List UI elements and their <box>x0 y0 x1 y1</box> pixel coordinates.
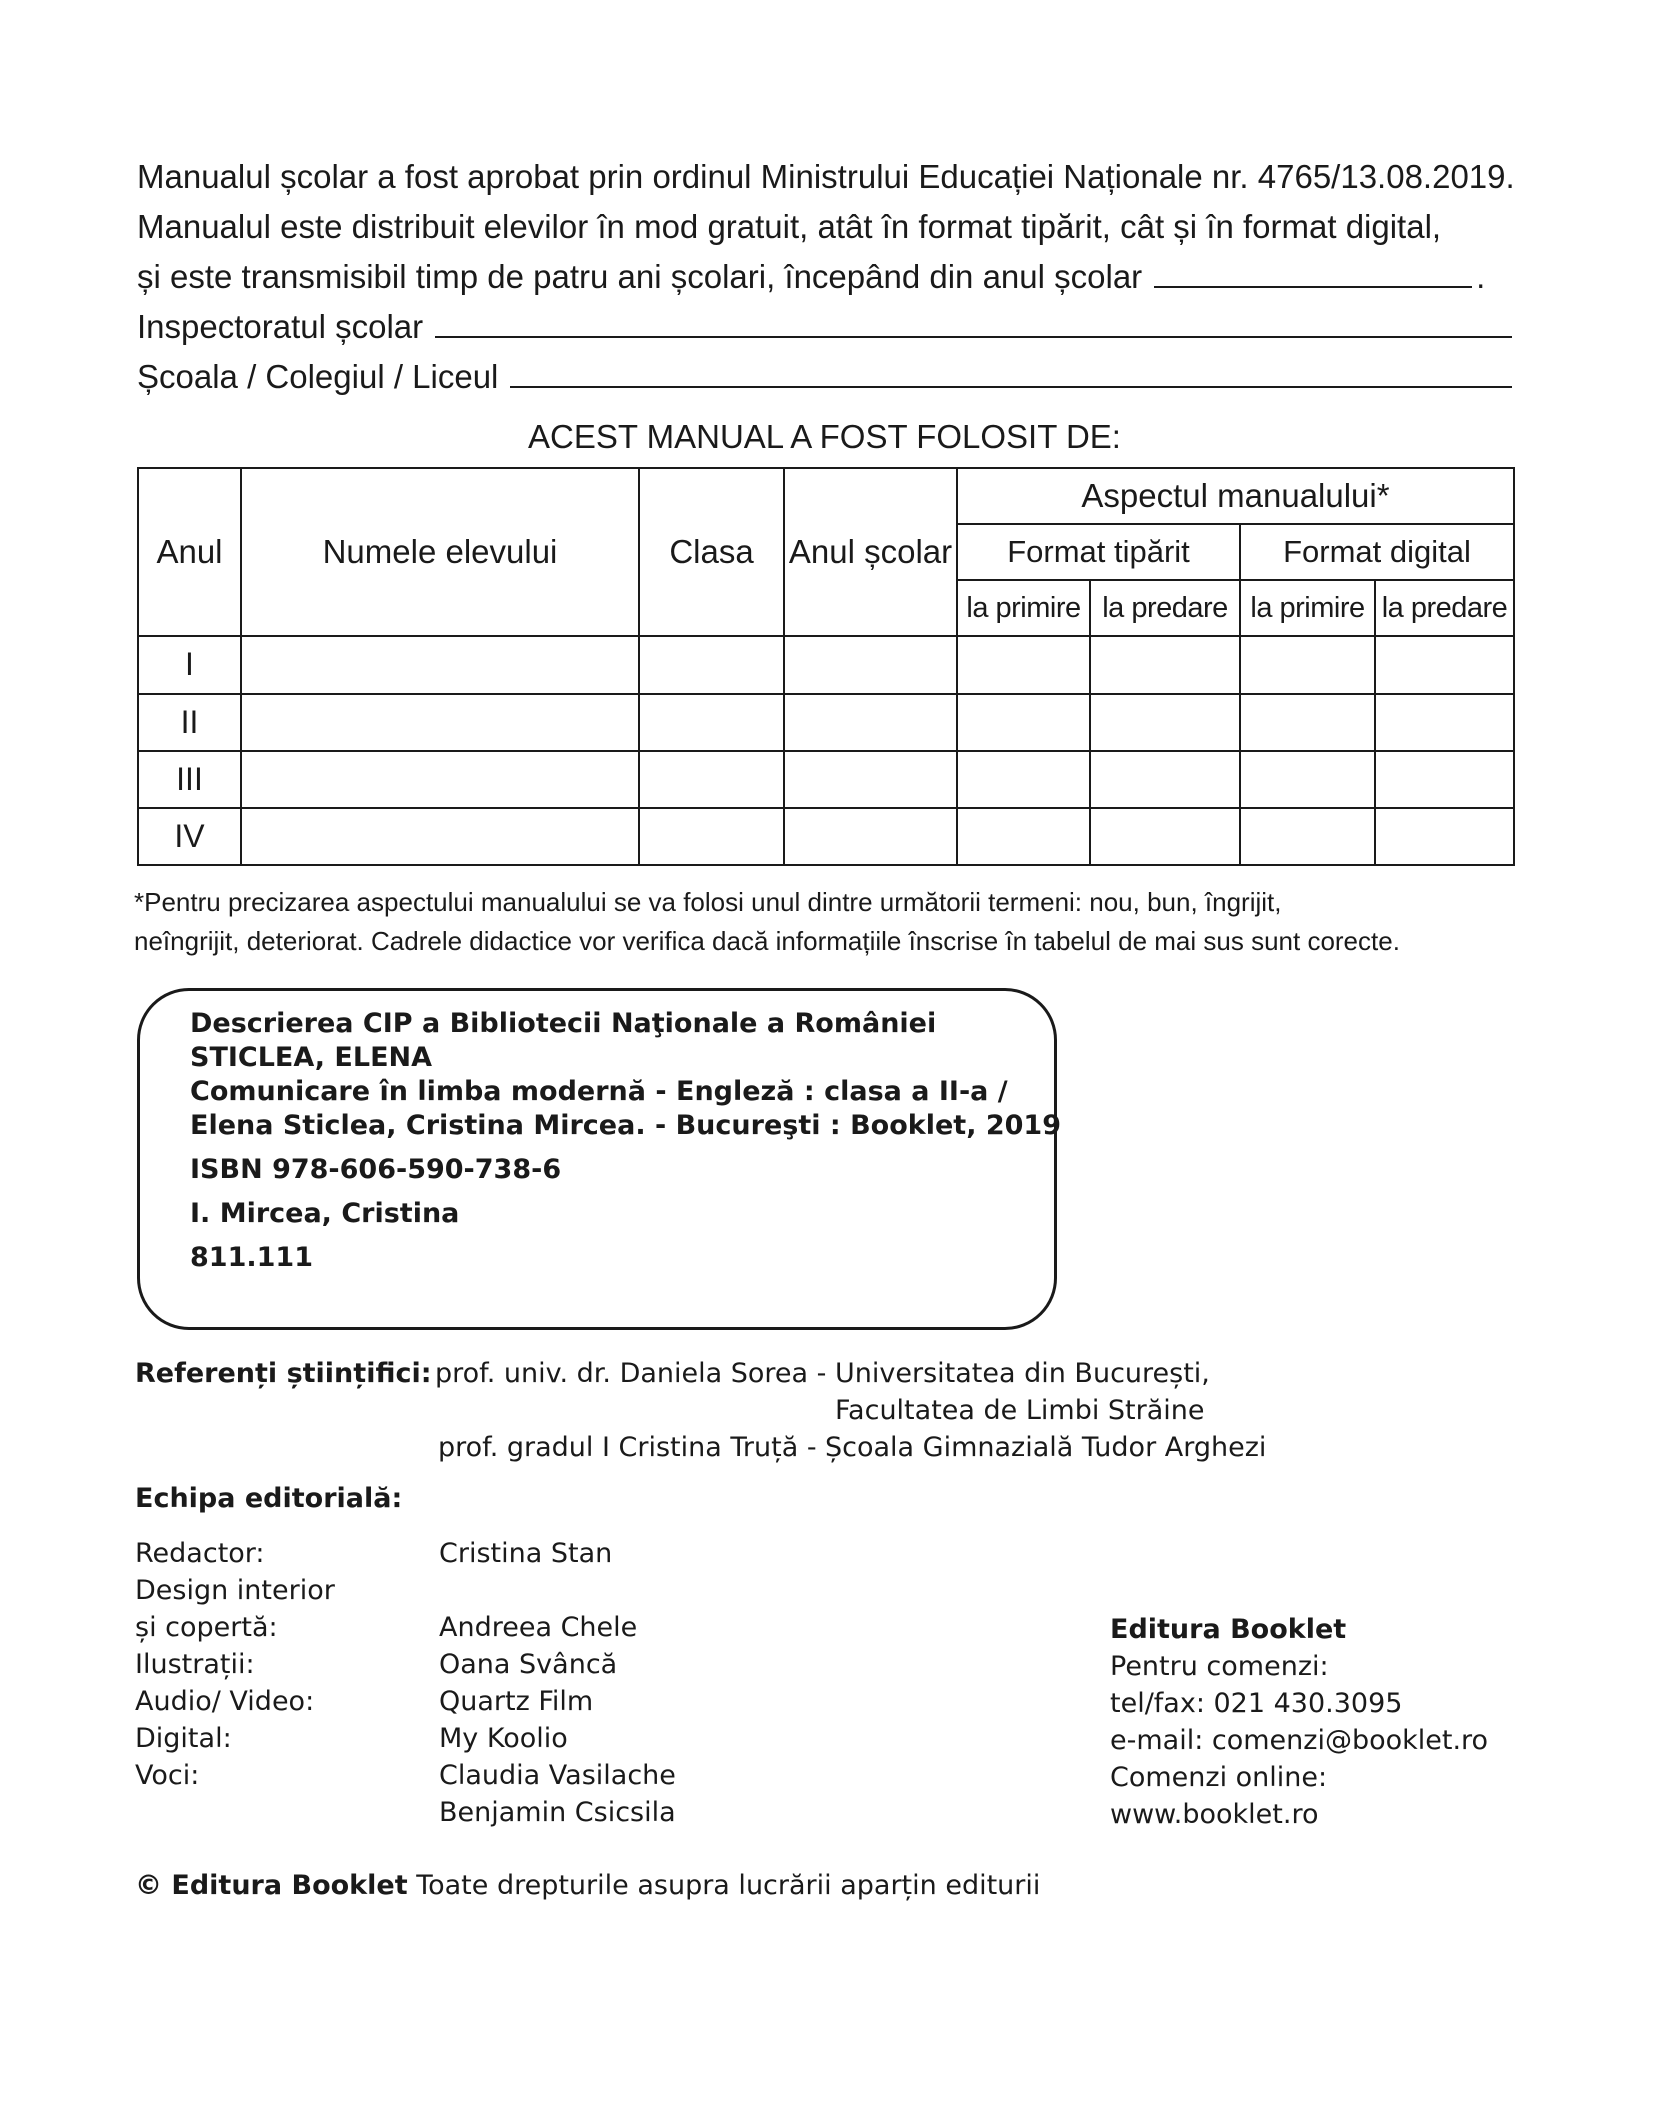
list-item <box>135 1535 835 1572</box>
editorial-team <box>135 1535 835 1831</box>
period: . <box>1476 258 1486 295</box>
editorial-team-title: Echipa editorială: <box>135 1483 403 1514</box>
online-orders-label: Comenzi online: <box>1110 1762 1328 1793</box>
referees-label: Referenți științifici: <box>135 1358 432 1389</box>
footnote-line: *Pentru precizarea aspectului manualului se va folosi unul dintre următorii termeni: nou, bun, îngrijit, <box>134 887 1282 917</box>
team-member: Benjamin Csicsila <box>439 1797 676 1828</box>
team-member: Cristina Stan <box>439 1538 613 1569</box>
header-digital-la-predare: la predare <box>1375 580 1514 636</box>
table-row <box>138 636 1514 693</box>
list-item <box>135 1683 835 1720</box>
printed-received-cell[interactable] <box>957 808 1090 865</box>
team-member: Andreea Chele <box>439 1612 638 1643</box>
class-cell[interactable] <box>639 808 784 865</box>
row-year: II <box>138 694 241 751</box>
team-member: Claudia Vasilache <box>439 1760 676 1791</box>
referee-faculty: Facultatea de Limbi Străine <box>835 1395 1205 1426</box>
header-digital-la-primire: la primire <box>1240 580 1375 636</box>
cip-publication: Elena Sticlea, Cristina Mircea. - Bucureşti : Booklet, 2019 <box>190 1110 1062 1141</box>
copyright-notice <box>135 1870 1040 1901</box>
header-format-digital: Format digital <box>1240 524 1514 580</box>
list-item <box>135 1720 835 1757</box>
school-label: Școala / Colegiul / Liceul <box>137 358 499 395</box>
header-tiparit-la-predare: la predare <box>1090 580 1240 636</box>
digital-received-cell[interactable] <box>1240 694 1375 751</box>
team-role: Audio/ Video: <box>135 1686 315 1717</box>
row-year: III <box>138 751 241 808</box>
student-name-cell[interactable] <box>241 751 639 808</box>
list-item <box>135 1794 835 1831</box>
team-role: Redactor: <box>135 1538 265 1569</box>
list-item <box>135 1646 835 1683</box>
copyright-holder: © Editura Booklet <box>135 1870 408 1901</box>
digital-received-cell[interactable] <box>1240 808 1375 865</box>
student-name-cell[interactable] <box>241 808 639 865</box>
printed-returned-cell[interactable] <box>1090 751 1240 808</box>
digital-returned-cell[interactable] <box>1375 808 1514 865</box>
header-format-tiparit: Format tipărit <box>957 524 1240 580</box>
digital-returned-cell[interactable] <box>1375 694 1514 751</box>
row-year: IV <box>138 808 241 865</box>
cip-author: STICLEA, ELENA <box>190 1042 433 1073</box>
scientific-referees <box>135 1355 1535 1466</box>
header-numele-elevului: Numele elevului <box>241 468 639 636</box>
printed-returned-cell[interactable] <box>1090 694 1240 751</box>
publisher-website-link[interactable]: www.booklet.ro <box>1110 1799 1319 1830</box>
digital-received-cell[interactable] <box>1240 751 1375 808</box>
printed-returned-cell[interactable] <box>1090 808 1240 865</box>
printed-received-cell[interactable] <box>957 636 1090 693</box>
cip-classification: 811.111 <box>190 1242 313 1273</box>
school-year-cell[interactable] <box>784 808 957 865</box>
student-name-cell[interactable] <box>241 636 639 693</box>
referee-name: prof. gradul I Cristina Truță - <box>438 1432 817 1463</box>
school-year-cell[interactable] <box>784 751 957 808</box>
school-line <box>137 352 1512 402</box>
approval-notice <box>137 152 1515 402</box>
printed-received-cell[interactable] <box>957 694 1090 751</box>
team-member: Oana Svâncă <box>439 1649 618 1680</box>
row-year: I <box>138 636 241 693</box>
footnote-line: neîngrijit, deteriorat. Cadrele didactice vor verifica dacă informațiile înscrise în tabelul de mai sus sunt corecte. <box>134 926 1400 956</box>
referee-institution: Universitatea din București, <box>835 1358 1210 1389</box>
school-blank[interactable] <box>510 358 1512 388</box>
team-member: My Koolio <box>439 1723 568 1754</box>
class-cell[interactable] <box>639 694 784 751</box>
student-name-cell[interactable] <box>241 694 639 751</box>
digital-returned-cell[interactable] <box>1375 751 1514 808</box>
printed-received-cell[interactable] <box>957 751 1090 808</box>
usage-table <box>137 467 1515 866</box>
cip-description-box <box>137 988 1062 1330</box>
team-role: și copertă: <box>135 1612 278 1643</box>
team-role: Digital: <box>135 1723 232 1754</box>
copyright-text: Toate drepturile asupra lucrării aparțin editurii <box>416 1870 1041 1901</box>
table-row <box>138 694 1514 751</box>
publisher-email[interactable]: e-mail: comenzi@booklet.ro <box>1110 1725 1489 1756</box>
transferability-line <box>137 252 1512 302</box>
printed-returned-cell[interactable] <box>1090 636 1240 693</box>
cip-isbn: ISBN 978-606-590-738-6 <box>190 1154 562 1185</box>
distribution-line: Manualul este distribuit elevilor în mod gratuit, atât în format tipărit, cât și în format digital, <box>137 208 1442 245</box>
publisher-phone: tel/fax: 021 430.3095 <box>1110 1688 1403 1719</box>
school-year-cell[interactable] <box>784 694 957 751</box>
cip-coauthor: I. Mircea, Cristina <box>190 1198 460 1229</box>
team-role: Voci: <box>135 1760 200 1791</box>
list-item <box>135 1572 835 1609</box>
team-member: Quartz Film <box>439 1686 594 1717</box>
table-row <box>138 751 1514 808</box>
cip-title: Comunicare în limba modernă - Engleză : clasa a II-a / <box>190 1076 1008 1107</box>
publisher-contact <box>1110 1611 1488 1833</box>
header-anul-scolar: Anul școlar <box>784 468 957 636</box>
inspectorat-blank[interactable] <box>435 308 1512 338</box>
referee-name: prof. univ. dr. Daniela Sorea - <box>435 1358 827 1389</box>
header-anul: Anul <box>138 468 241 636</box>
digital-received-cell[interactable] <box>1240 636 1375 693</box>
table-row <box>138 808 1514 865</box>
header-aspectul-manualului: Aspectul manualului* <box>957 468 1514 524</box>
cip-heading: Descrierea CIP a Bibliotecii Naţionale a României <box>190 1008 937 1039</box>
inspectorat-line <box>137 302 1512 352</box>
digital-returned-cell[interactable] <box>1375 636 1514 693</box>
inspectorat-label: Inspectoratul școlar <box>137 308 424 345</box>
table-footnote <box>134 883 1524 961</box>
orders-label: Pentru comenzi: <box>1110 1651 1329 1682</box>
team-role: Ilustrații: <box>135 1649 255 1680</box>
list-item <box>135 1757 835 1794</box>
list-item <box>135 1609 835 1646</box>
school-year-cell[interactable] <box>784 636 957 693</box>
class-cell[interactable] <box>639 751 784 808</box>
school-year-blank[interactable] <box>1154 258 1472 288</box>
header-tiparit-la-primire: la primire <box>957 580 1090 636</box>
referee-institution: Școala Gimnazială Tudor Arghezi <box>825 1432 1267 1463</box>
transferability-text: și este transmisibil timp de patru ani școlari, începând din anul școlar <box>137 258 1143 295</box>
usage-table-title: ACEST MANUAL A FOST FOLOSIT DE: <box>528 418 1121 455</box>
team-role: Design interior <box>135 1575 335 1606</box>
publisher-name: Editura Booklet <box>1110 1614 1347 1645</box>
class-cell[interactable] <box>639 636 784 693</box>
approval-line: Manualul școlar a fost aprobat prin ordinul Ministrului Educației Naționale nr. 4765/13.08.2019. <box>137 158 1515 195</box>
header-clasa: Clasa <box>639 468 784 636</box>
